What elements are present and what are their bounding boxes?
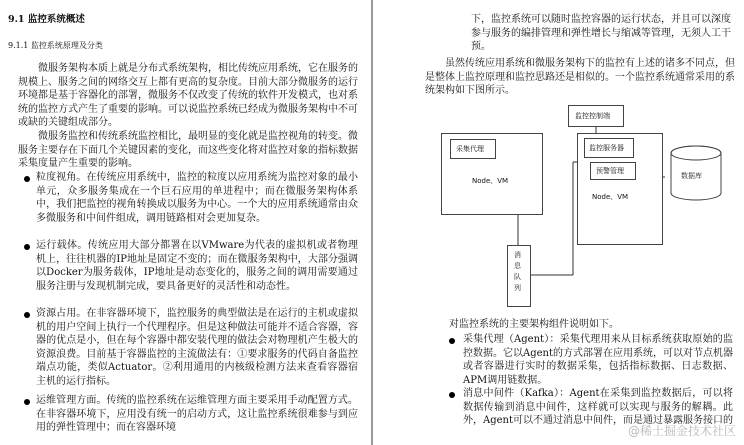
monitor-server-box (584, 138, 634, 158)
paragraph-intro: 微服务架构本质上就是分布式系统架构，相比传统应用系统，它在服务的规模上、服务之间的网络交互上都有更高的复杂度。目前大部分微服务的运行环境都是基于容器化的部署，微服务不仅改变了传统的软件开发模式，也对系统的监控方式产生了重要的影响。可以说监控系统已经成为微服务架构中不可或缺的关键组成部分。 (18, 63, 358, 129)
bullet-dot (24, 244, 30, 250)
alert-management-label: 预警管理 (596, 167, 624, 175)
database-label: 数据库 (681, 172, 702, 180)
bullet-message-middleware: 消息中间件（Kafka）：Agent在采集到监控数据后，可以将数据传输到消息中间件，这样就可以实现与服务的解耦。此外，Agent可以不通过消息中间件，而是通过暴露服务接口的 (463, 388, 733, 427)
message-queue-box (507, 245, 531, 307)
paragraph-perspective: 微服务监控和传统系统监控相比，最明显的变化就是监控视角的转变。微服务主要存在下面几个关键因素的变化，而这些变化将对监控对象的指标数据采集度量产生重要的影响。 (18, 131, 358, 170)
monitor-control-box (568, 105, 624, 127)
node-vm-right-label: Node、VM (592, 193, 629, 201)
node-vm-left-box (441, 133, 543, 215)
monitor-control-label: 监控控制端 (575, 112, 610, 120)
bullet-granularity: 粒度视角。在传统应用系统中，监控的粒度以应用系统为监控对象的最小单元，众多服务集成在一个巨石应用的单进程中；而在微服务架构体系中，我们把监控的视角转换成以服务为中心。一个大的应用系统通常由众多微服务和中间件组成，调用链路相对会更加复杂。 (36, 172, 358, 224)
bullet-dot (24, 399, 30, 405)
bullet-dot (24, 176, 30, 182)
continuation-text: 下，监控系统可以随时监控容器的运行状态，并且可以深度参与服务的编排管理和弹性增长与缩减等管理，无须人工干预。 (471, 14, 731, 53)
collect-agent-box (450, 139, 496, 159)
components-intro: 对监控系统的主要架构组件说明如下。 (449, 319, 619, 330)
alert-management-box (590, 162, 636, 180)
bullet-dot (24, 312, 30, 318)
monitor-server-label: 监控服务器 (589, 144, 624, 152)
section-title: 9.1 监控系统概述 (8, 14, 85, 25)
bullet-runtime-carrier: 运行载体。传统应用大部分都署在以VMware为代表的虚拟机或者物理机上，往往机器的IP地址是固定不变的；而在微服务架构中，大部分强调以Docker为服务载体，IP地址是动态变化的，服务之间的调用需要通过服务注册与发现机制完成，要具备更好的灵活性和动态性。 (36, 240, 358, 292)
collect-agent-label: 采集代理 (456, 145, 484, 153)
subsection-title: 9.1.1 监控系统原理及分类 (8, 41, 103, 50)
left-page (0, 0, 371, 445)
watermark: @稀土掘金技术社区 (627, 424, 736, 438)
architecture-intro: 虽然传统应用系统和微服务架构下的监控有上述的诸多不同点，但是整体上监控原理和监控思路还是相似的。一个监控系统通常采用的系统架构如下图所示。 (425, 58, 735, 97)
bullet-dot (449, 392, 455, 398)
right-page (373, 0, 744, 445)
bullet-resource-usage: 资源占用。在非容器环境下，监控服务的典型做法是在运行的主机或虚拟机的用户空间上执行一个代理程序。但是这种做法可能并不适合容器，容器的优点是小，但在每个容器中都安装代理的做法会对物理机产生极大的资源浪费。目前基于容器监控的主流做法有：①要求服务的代码自备监控端点功能，类似Actuator。②利用通用的内核级检测方法来查看容器宿主机的运行指标。 (36, 308, 358, 387)
bullet-ops-management: 运维管理方面。传统的监控系统在运维管理方面主要采用手动配置方式。在非容器环境下，应用没有统一的启动方式，这让监控系统很难参与到应用的弹性管理中；而在容器环境 (36, 395, 358, 434)
bullet-dot (449, 338, 455, 344)
bullet-collect-agent: 采集代理（Agent）：采集代理用来从目标系统获取原始的监控数据。它以Agent的方式部署在应用系统，可以对节点机器或者容器进行实时的数据采集，包括指标数据、日志数据、APM调用链数据。 (463, 334, 733, 386)
monitoring-architecture-diagram (433, 97, 733, 317)
node-vm-left-label: Node、VM (472, 177, 509, 185)
node-vm-right-box (577, 133, 663, 245)
message-queue-label: 消息队列 (514, 251, 521, 292)
